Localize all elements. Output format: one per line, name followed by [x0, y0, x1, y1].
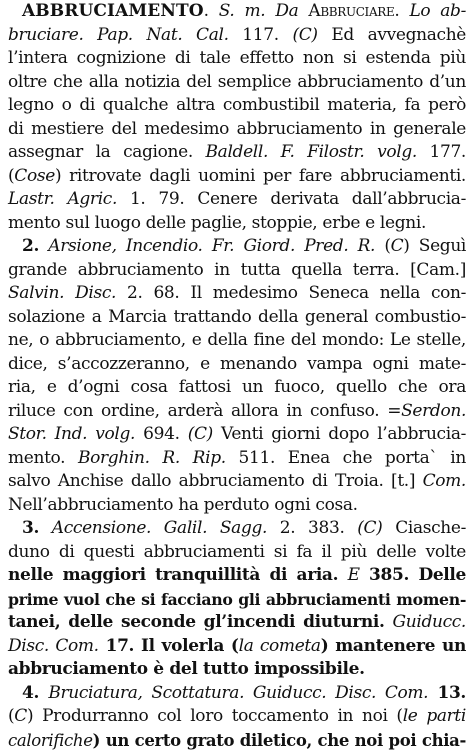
text-segment: Borghin. R. Rip.: [78, 448, 226, 468]
text-line: [8, 353, 466, 377]
text-segment: Baldell. F. Filostr. volg.: [206, 142, 417, 162]
text-line: [8, 24, 466, 48]
text-segment: duno di questi abbruciamenti si fa il più delle volte: [8, 542, 466, 562]
text-segment: Accensione. Galil. Sagg.: [52, 518, 267, 538]
text-segment: C: [391, 236, 404, 256]
text-line: [8, 705, 466, 729]
text-segment: .: [394, 1, 409, 21]
text-segment: 385. Delle: [360, 565, 466, 585]
text-segment: ) un certo grato diletico, che noi poi chia-: [93, 731, 466, 750]
text-line: [8, 212, 466, 236]
text-segment: .: [204, 1, 209, 21]
text-segment: calorifiche: [8, 731, 93, 750]
text-segment: ) ritrovate dagli uomini per fare abbruciamenti.: [55, 166, 466, 186]
text-segment: 2.: [22, 236, 39, 256]
text-segment: solazione a Marcia trattando della general combustio-: [8, 307, 466, 327]
text-segment: le parti: [403, 706, 466, 726]
text-segment: Guiducc.: [393, 612, 466, 632]
text-segment: grande abbruciamento in tutta quella terra. [Cam.]: [8, 260, 466, 280]
text-segment: nelle maggiori tranquillità di aria.: [8, 565, 348, 585]
text-segment: S. m. Da: [219, 1, 299, 21]
text-segment: la cometa: [239, 636, 321, 656]
text-segment: assegnar la cagione.: [8, 142, 206, 162]
text-line: [8, 259, 466, 283]
text-segment: Disc. Com.: [8, 636, 99, 656]
text-line: [8, 517, 466, 541]
text-line: [8, 611, 466, 635]
text-line: [8, 118, 466, 142]
text-segment: C: [14, 706, 27, 726]
text-line: [8, 470, 466, 494]
dictionary-page: [8, 0, 466, 683]
text-line: [8, 494, 466, 518]
text-segment: 694.: [135, 424, 188, 444]
text-segment: [39, 236, 48, 256]
text-segment: 2. 68. Il medesimo Seneca nella con-: [116, 283, 466, 303]
text-segment: Stor. Ind. volg.: [8, 424, 135, 444]
text-segment: Arsione, Incendio. Fr. Giord. Pred. R.: [48, 236, 375, 256]
text-segment: ) mantenere un: [321, 636, 466, 656]
text-segment: ne, o abbruciamento, e della fine del mondo: Le stelle,: [8, 330, 466, 350]
text-segment: Serdon.: [401, 401, 466, 421]
text-segment: 4.: [22, 683, 48, 703]
text-segment: mento.: [8, 448, 78, 468]
text-segment: 13.: [428, 683, 466, 703]
text-segment: 511. Enea che porta` in: [226, 448, 466, 468]
text-segment: prime vuol che si facciano gli abbruciamenti momen-: [8, 590, 466, 609]
text-line: [8, 47, 466, 71]
text-segment: E: [348, 565, 360, 585]
text-segment: (C): [357, 518, 382, 538]
text-segment: tanei, delle seconde gl’incendi diuturni.: [8, 612, 393, 632]
text-line: [8, 588, 466, 612]
text-segment: 2. 383.: [267, 518, 357, 538]
text-segment: mento sul luogo delle paglie, stoppie, erbe e legni.: [8, 213, 426, 233]
text-segment: 117.: [229, 25, 293, 45]
text-segment: dice, s’accozzeranno, e menando vampa ogni mate-: [8, 354, 466, 374]
text-line: [8, 541, 466, 565]
text-segment: Ciasche-: [382, 518, 466, 538]
text-segment: 177.: [417, 142, 466, 162]
text-segment: 1. 79. Cenere derivata dall’abbrucia-: [117, 189, 466, 209]
text-segment: riluce con ordine, arderà allora in confuso. =: [8, 401, 401, 421]
text-segment: [298, 1, 308, 21]
text-segment: Bruciatura, Scottatura. Guiducc. Disc. Com.: [48, 683, 428, 703]
text-line: [8, 329, 466, 353]
text-segment: 3.: [22, 518, 39, 538]
text-line: [8, 635, 466, 659]
text-segment: (: [375, 236, 391, 256]
text-segment: (C): [292, 25, 317, 45]
text-segment: 17. Il volerla (: [99, 636, 239, 656]
text-line: [8, 71, 466, 95]
text-segment: bruciare. Pap. Nat. Cal.: [8, 25, 229, 45]
text-segment: Abbruciare: [308, 1, 394, 21]
text-segment: Nell’abbruciamento ha perduto ogni cosa.: [8, 495, 358, 515]
text-line: [8, 376, 466, 400]
text-segment: Com.: [423, 471, 466, 491]
text-line: [8, 0, 466, 24]
text-segment: Ed avvegnachè: [318, 25, 466, 45]
text-segment: salvo Anchise dallo abbruciamento di Troia. [t.]: [8, 471, 423, 491]
text-line: [8, 682, 466, 706]
text-segment: oltre che alla notizia del semplice abbruciamento d’un: [8, 72, 466, 92]
text-line: [8, 400, 466, 424]
text-segment: legno o di qualche altra combustibil materia, fa però: [8, 95, 466, 115]
text-segment: [39, 518, 52, 538]
text-segment: di mestiere del medesimo abbruciamento in generale: [8, 119, 466, 139]
text-line: [8, 235, 466, 259]
text-segment: Salvin. Disc.: [8, 283, 116, 303]
text-line: [8, 306, 466, 330]
text-segment: Cose: [14, 166, 55, 186]
text-segment: ) Seguì: [403, 236, 466, 256]
text-line: [8, 729, 466, 752]
text-segment: (C): [188, 424, 213, 444]
text-segment: Venti giorni dopo l’abbrucia-: [213, 424, 466, 444]
text-segment: ) Produrranno col loro toccamento in noi (: [27, 706, 403, 726]
text-line: [8, 165, 466, 189]
headword: ABBRUCIAMENTO: [22, 1, 204, 21]
text-line: [8, 188, 466, 212]
text-line: [8, 564, 466, 588]
text-segment: (: [8, 706, 14, 726]
text-segment: (: [8, 166, 14, 186]
text-segment: Lo ab-: [409, 1, 466, 21]
text-segment: l’intera cognizione di tale effetto non si estenda più: [8, 48, 466, 68]
text-line: [8, 423, 466, 447]
text-line: [8, 141, 466, 165]
text-line: [8, 658, 466, 682]
text-segment: abbruciamento è del tutto impossibile.: [8, 659, 365, 679]
text-segment: ria, e d’ogni cosa fattosi un fuoco, quello che ora: [8, 377, 466, 397]
text-line: [8, 447, 466, 471]
text-segment: Lastr. Agric.: [8, 189, 117, 209]
text-segment: [209, 1, 219, 21]
text-line: [8, 94, 466, 118]
text-line: [8, 282, 466, 306]
